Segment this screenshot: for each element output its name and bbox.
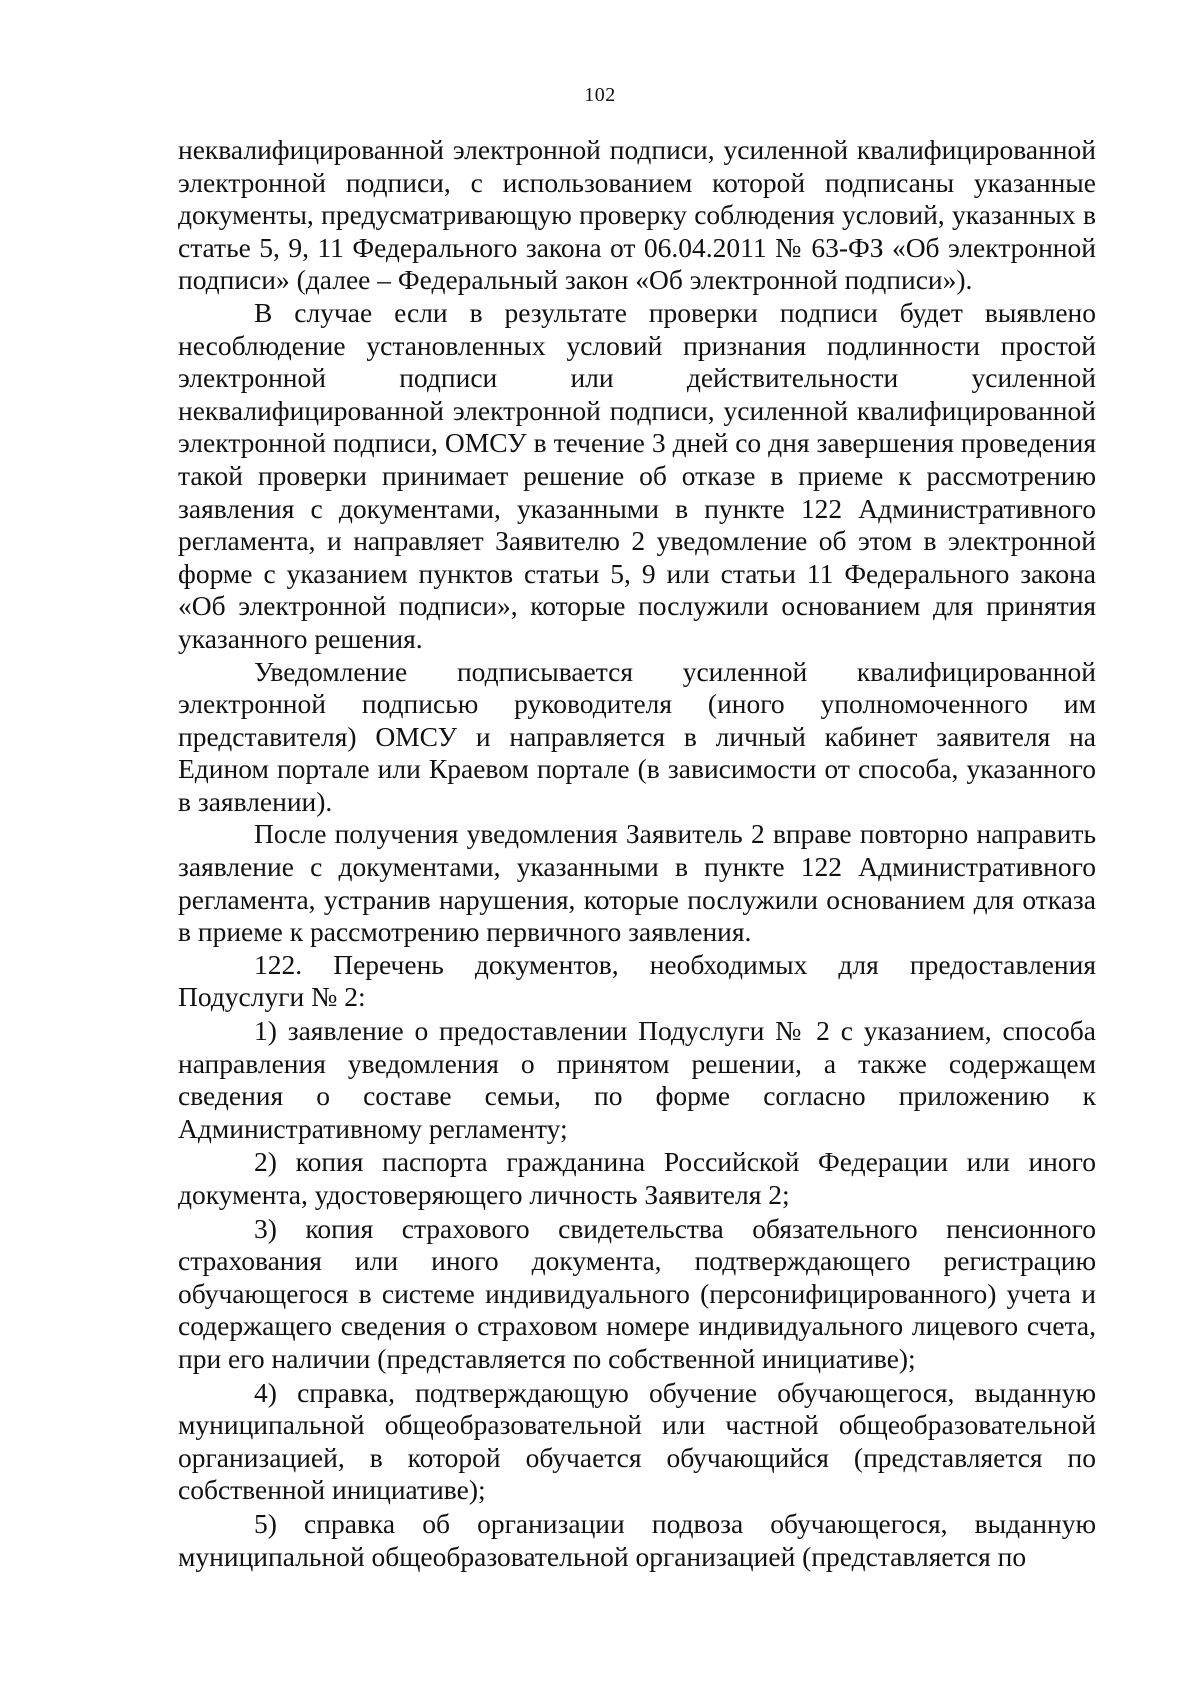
list-item-4: 4) справка, подтверждающую обучение обучающегося, выданную муниципальной общеобразовательной или частной общеобразовательной организацией, в которой обучается обучающийся (представляется по собственной инициативе);	[178, 1376, 1096, 1506]
list-item-2: 2) копия паспорта гражданина Российской Федерации или иного документа, удостоверяющего личность Заявителя 2;	[178, 1146, 1096, 1210]
paragraph-signature-check: В случае если в результате проверки подписи будет выявлено несоблюдение установленных условий признания подлинности простой электронной подписи или действительности усиленной неквалифицированной электронной подписи, усиленной квалифицированной электронной подписи, ОМСУ в течение 3 дней со дня завершения проведения такой проверки принимает решение об отказе в приеме к рассмотрению заявления с документами, указанными в пункте 122 Административного регламента, и направляет Заявителю 2 уведомление об этом в электронной форме с указанием пунктов статьи 5, 9 или статьи 11 Федерального закона «Об электронной подписи», которые послужили основанием для принятия указанного решения.	[178, 296, 1096, 654]
paragraph-resubmission: После получения уведомления Заявитель 2 вправе повторно направить заявление с документами, указанными в пункте 122 Административного регламента, устранив нарушения, которые послужили основанием для отказа в приеме к рассмотрению первичного заявления.	[178, 818, 1096, 948]
list-item-5: 5) справка об организации подвоза обучающегося, выданную муниципальной общеобразовательной организацией (представляется по	[178, 1507, 1096, 1572]
page-number: 102	[584, 84, 616, 106]
paragraph-continuation: неквалифицированной электронной подписи, усиленной квалифицированной электронной подписи, с использованием которой подписаны указанные документы, предусматривающую проверку соблюдения условий, указанных в статье 5, 9, 11 Федерального закона от 06.04.2011 № 63-ФЗ «Об электронной подписи» (далее – Федеральный закон «Об электронной подписи»).	[178, 134, 1096, 296]
paragraph-notification: Уведомление подписывается усиленной квалифицированной электронной подписью руководителя (иного уполномоченного им представителя) ОМСУ и направляется в личный кабинет заявителя на Едином портале или Краевом портале (в зависимости от способа, указанного в заявлении).	[178, 655, 1096, 817]
list-item-3: 3) копия страхового свидетельства обязательного пенсионного страхования или иного документа, подтверждающего регистрацию обучающегося в системе индивидуального (персонифицированного) учета и содержащего сведения о страховом номере индивидуального лицевого счета, при его наличии (представляется по собственной инициативе);	[178, 1212, 1096, 1374]
list-item-1: 1) заявление о предоставлении Подуслуги № 2 с указанием, способа направления уведомления о принятом решении, а также содержащем сведения о составе семьи, по форме согласно приложению к Административному регламенту;	[178, 1015, 1096, 1144]
document-body	[178, 134, 1096, 1573]
paragraph-section-122: 122. Перечень документов, необходимых для предоставления Подуслуги № 2:	[178, 948, 1096, 1013]
